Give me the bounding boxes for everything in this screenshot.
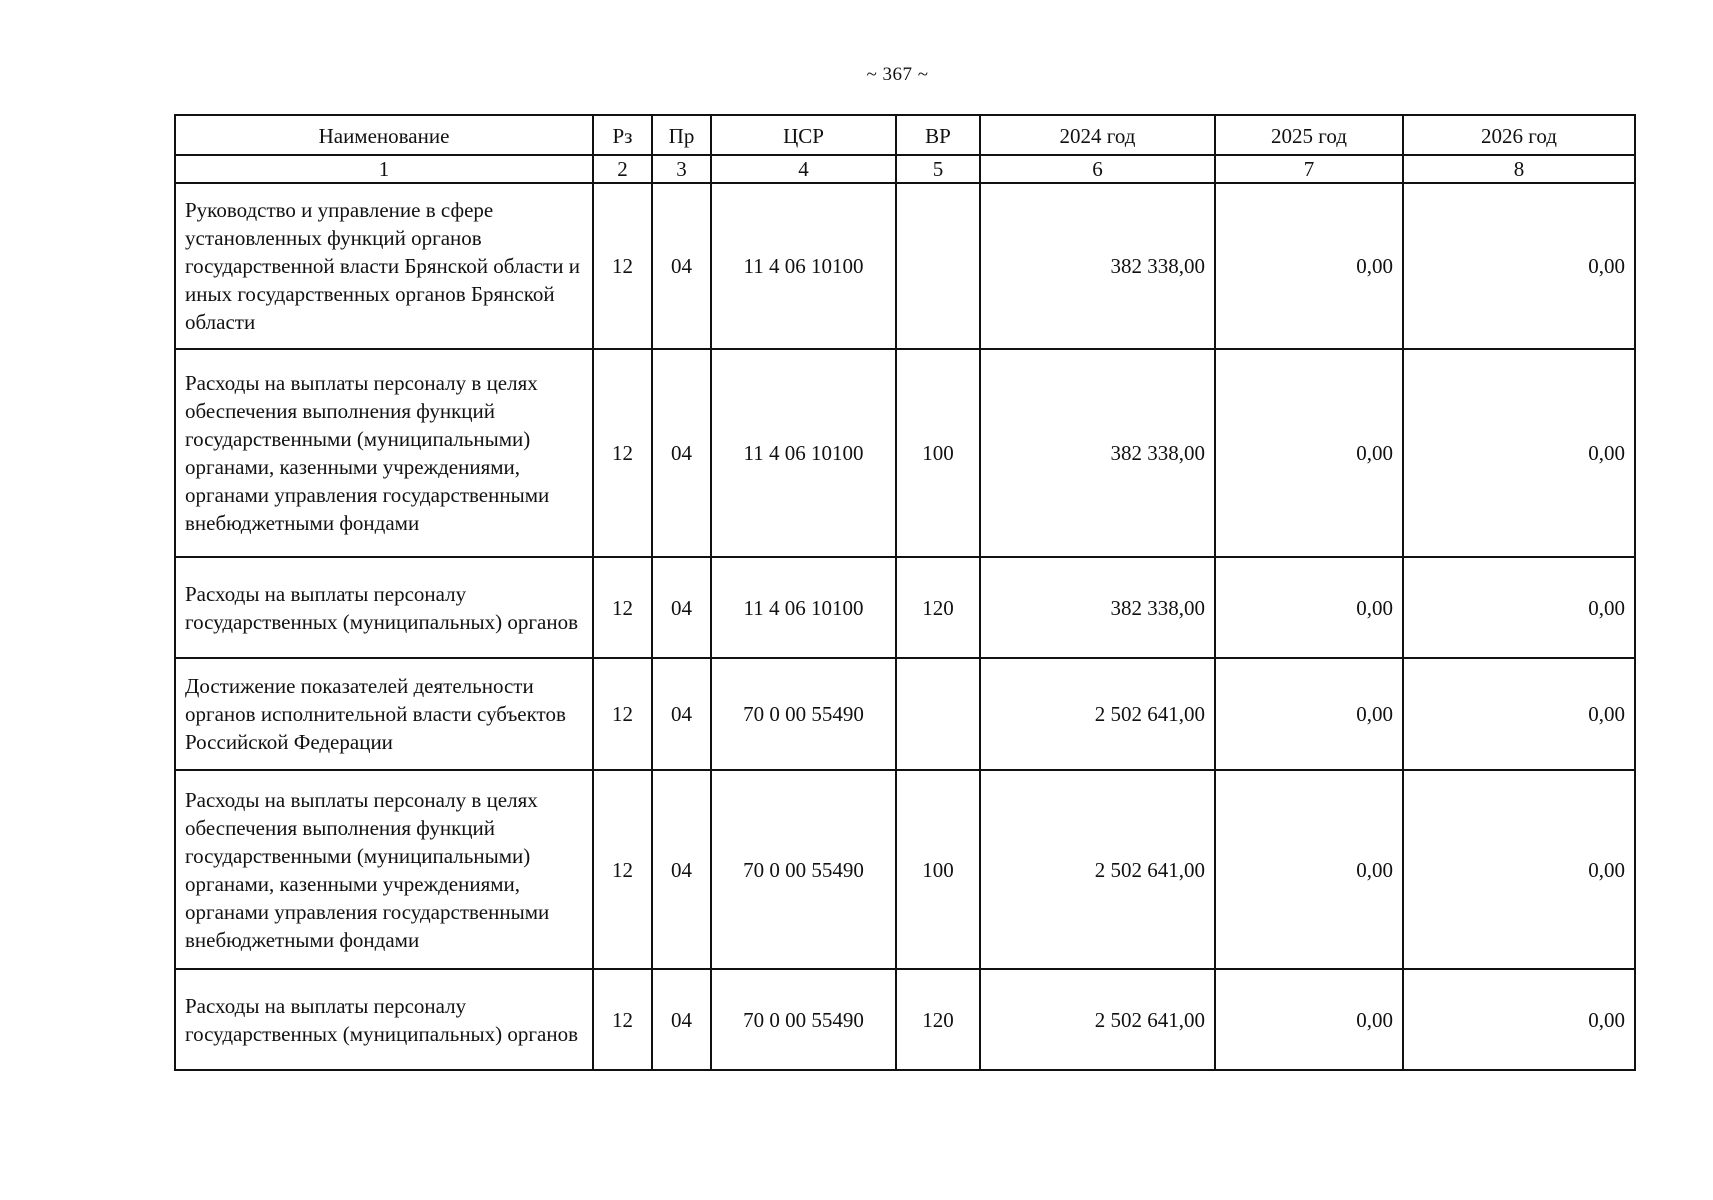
- row-vr: 100: [896, 349, 980, 557]
- row-amount-2026: 0,00: [1403, 770, 1635, 969]
- row-rz: 12: [593, 770, 652, 969]
- table-row: [175, 183, 1635, 349]
- row-vr: [896, 658, 980, 770]
- column-number: 5: [896, 155, 980, 183]
- row-amount-2025: 0,00: [1215, 349, 1403, 557]
- row-amount-2024: 2 502 641,00: [980, 770, 1215, 969]
- header-row: [175, 115, 1635, 155]
- column-number-row: [175, 155, 1635, 183]
- column-header-name: Наименование: [175, 115, 593, 155]
- row-csr: 70 0 00 55490: [711, 770, 896, 969]
- row-amount-2025: 0,00: [1215, 183, 1403, 349]
- row-amount-2024: 382 338,00: [980, 557, 1215, 658]
- table-row: [175, 557, 1635, 658]
- column-header-rz: Рз: [593, 115, 652, 155]
- column-number: 2: [593, 155, 652, 183]
- column-number: 4: [711, 155, 896, 183]
- page-number: ~ 367 ~: [866, 64, 929, 85]
- row-vr: 120: [896, 557, 980, 658]
- row-csr: 11 4 06 10100: [711, 349, 896, 557]
- row-name: Руководство и управление в сфере установленных функций органов государственной власти Брянской области и иных государственных органов Брянской области: [175, 183, 593, 349]
- row-amount-2025: 0,00: [1215, 969, 1403, 1070]
- row-pr: 04: [652, 557, 711, 658]
- row-amount-2024: 382 338,00: [980, 349, 1215, 557]
- row-pr: 04: [652, 183, 711, 349]
- row-csr: 70 0 00 55490: [711, 969, 896, 1070]
- row-amount-2026: 0,00: [1403, 658, 1635, 770]
- table-row: [175, 349, 1635, 557]
- row-csr: 11 4 06 10100: [711, 557, 896, 658]
- row-rz: 12: [593, 349, 652, 557]
- column-header-2024: 2024 год: [980, 115, 1215, 155]
- column-number: 6: [980, 155, 1215, 183]
- row-vr: [896, 183, 980, 349]
- row-pr: 04: [652, 770, 711, 969]
- table-row: [175, 770, 1635, 969]
- row-pr: 04: [652, 349, 711, 557]
- column-number: 8: [1403, 155, 1635, 183]
- row-amount-2026: 0,00: [1403, 349, 1635, 557]
- row-name: Достижение показателей деятельности органов исполнительной власти субъектов Российской Федерации: [175, 658, 593, 770]
- column-header-2025: 2025 год: [1215, 115, 1403, 155]
- row-amount-2025: 0,00: [1215, 770, 1403, 969]
- row-csr: 70 0 00 55490: [711, 658, 896, 770]
- column-header-vr: ВР: [896, 115, 980, 155]
- row-rz: 12: [593, 183, 652, 349]
- column-number: 3: [652, 155, 711, 183]
- row-rz: 12: [593, 969, 652, 1070]
- column-number: 1: [175, 155, 593, 183]
- row-amount-2025: 0,00: [1215, 557, 1403, 658]
- column-header-pr: Пр: [652, 115, 711, 155]
- row-rz: 12: [593, 557, 652, 658]
- row-pr: 04: [652, 658, 711, 770]
- row-amount-2026: 0,00: [1403, 969, 1635, 1070]
- column-number: 7: [1215, 155, 1403, 183]
- row-amount-2024: 2 502 641,00: [980, 969, 1215, 1070]
- row-pr: 04: [652, 969, 711, 1070]
- row-csr: 11 4 06 10100: [711, 183, 896, 349]
- row-vr: 120: [896, 969, 980, 1070]
- budget-table: [174, 114, 1636, 1071]
- table-row: [175, 658, 1635, 770]
- row-vr: 100: [896, 770, 980, 969]
- row-name: Расходы на выплаты персоналу в целях обеспечения выполнения функций государственными (муниципальными) органами, казенными учреждениями, органами управления государственными внебюджетными фондами: [175, 349, 593, 557]
- row-amount-2024: 382 338,00: [980, 183, 1215, 349]
- row-rz: 12: [593, 658, 652, 770]
- row-name: Расходы на выплаты персоналу государственных (муниципальных) органов: [175, 969, 593, 1070]
- row-amount-2025: 0,00: [1215, 658, 1403, 770]
- row-amount-2026: 0,00: [1403, 557, 1635, 658]
- table-row: [175, 969, 1635, 1070]
- column-header-2026: 2026 год: [1403, 115, 1635, 155]
- row-name: Расходы на выплаты персоналу в целях обеспечения выполнения функций государственными (муниципальными) органами, казенными учреждениями, органами управления государственными внебюджетными фондами: [175, 770, 593, 969]
- row-name: Расходы на выплаты персоналу государственных (муниципальных) органов: [175, 557, 593, 658]
- column-header-csr: ЦСР: [711, 115, 896, 155]
- row-amount-2024: 2 502 641,00: [980, 658, 1215, 770]
- row-amount-2026: 0,00: [1403, 183, 1635, 349]
